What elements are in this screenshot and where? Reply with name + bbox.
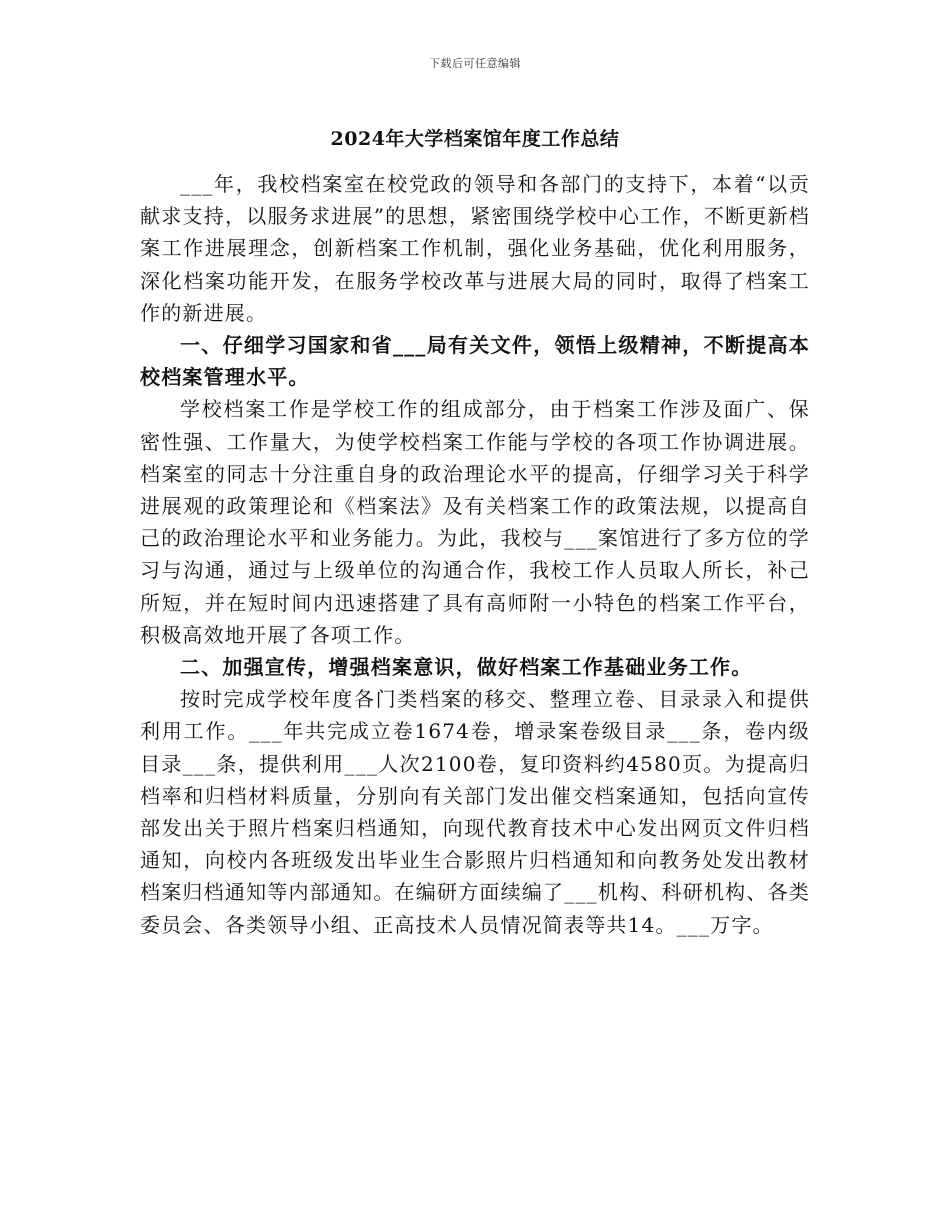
section-1-paragraph: 学校档案工作是学校工作的组成部分，由于档案工作涉及面广、保密性强、工作量大，为使学校档案工作能与学校的各项工作协调进展。档案室的同志十分注重自身的政治理论水平的提高，仔细学习关于科学进展观的政策理论和《档案法》及有关档案工作的政策法规，以提高自己的政治理论水平和业务能力。为此，我校与___案馆进行了多方位的学习与沟通，通过与上级单位的沟通合作，我校工作人员取人所长，补己所短，并在短时间内迅速搭建了具有高师附一小特色的档案工作平台，积极高效地开展了各项工作。	[140, 397, 810, 647]
section-heading-2: 二、加强宣传，增强档案意识，做好档案工作基础业务工作。	[180, 655, 753, 680]
document-title: 2024年大学档案馆年度工作总结	[330, 128, 620, 150]
document-body	[140, 168, 810, 941]
section-heading-1: 一、仔细学习国家和省___局有关文件，领悟上级精神，不断提高本校档案管理水平。	[140, 333, 810, 390]
intro-paragraph: ___年，我校档案室在校党政的领导和各部门的支持下，本着“以贡献求支持，以服务求进展”的思想，紧密围绕学校中心工作，不断更新档案工作进展理念，创新档案工作机制，强化业务基础，优化利用服务，深化档案功能开发，在服务学校改革与进展大局的同时，取得了档案工作的新进展。	[140, 172, 810, 325]
section-2-paragraph: 按时完成学校年度各门类档案的移交、整理立卷、目录录入和提供利用工作。___年共完成立卷1674卷，增录案卷级目录___条，卷内级目录___条，提供利用___人次2100卷，复印资料约4580页。为提高归档率和归档材料质量，分别向有关部门发出催交档案通知，包括向宣传部发出关于照片档案归档通知，向现代教育技术中心发出网页文件归档通知，向校内各班级发出毕业生合影照片归档通知和向教务处发出教材档案归档通知等内部通知。在编研方面续编了___机构、科研机构、各类委员会、各类领导小组、正高技术人员情况简表等共14。___万字。	[140, 687, 810, 937]
page-header-note: 下载后可任意编辑	[429, 57, 521, 70]
